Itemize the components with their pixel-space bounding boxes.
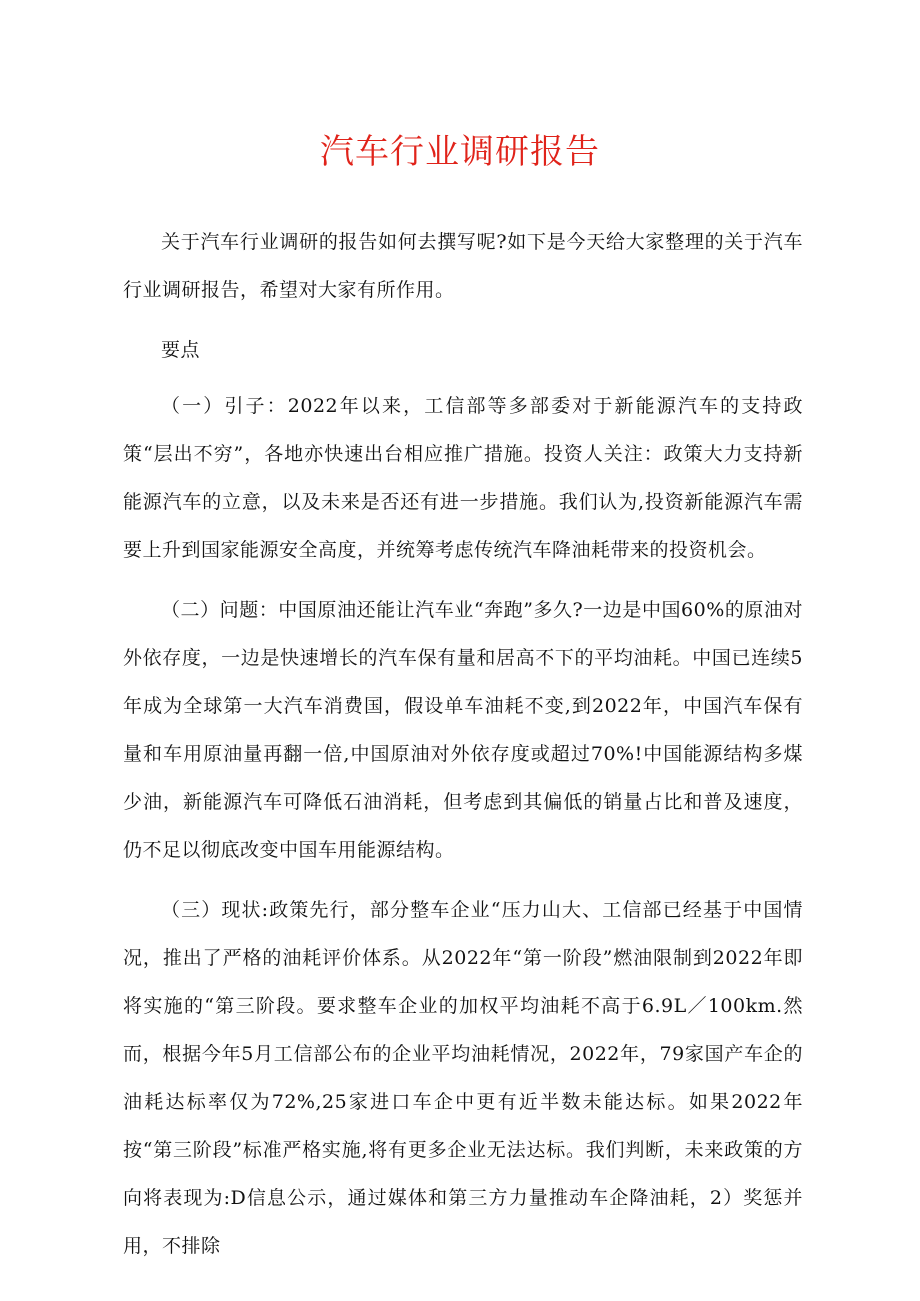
- paragraph-status: （三）现状:政策先行，部分整车企业“压力山大、工信部已经基于中国情况，推出了严格的油耗评价体系。从2022年“第一阶段”燃油限制到2022年即将实施的“第三阶段。要求整车企业的加权平均油耗不高于6.9L／100km.然而，根据今年5月工信部公布的企业平均油耗情况，2022年，79家国产车企的油耗达标率仅为72%,25家进口车企中更有近半数未能达标。如果2022年按“第三阶段”标准严格实施,将有更多企业无法达标。我们判断，未来政策的方向将表现为:D信息公示，通过媒体和第三方力量推动车企降油耗，2）奖惩并用，不排除: [123, 899, 803, 1257]
- section-heading-key-points: 要点: [161, 339, 201, 361]
- paragraph-introduction: （一）引子：2022年以来，工信部等多部委对于新能源汽车的支持政策“层出不穷”，各地亦快速出台相应推广措施。投资人关注：政策大力支持新能源汽车的立意，以及未来是否还有进一步措施。我们认为,投资新能源汽车需要上升到国家能源安全高度，并统筹考虑传统汽车降油耗带来的投资机会。: [123, 395, 803, 561]
- intro-paragraph: 关于汽车行业调研的报告如何去撰写呢?如下是今天给大家整理的关于汽车行业调研报告，希望对大家有所作用。: [123, 231, 803, 301]
- document-title: 汽车行业调研报告: [320, 132, 600, 172]
- document-body: [123, 218, 803, 1282]
- paragraph-problem: （二）问题：中国原油还能让汽车业“奔跑”多久?一边是中国60%的原油对外依存度，一边是快速增长的汽车保有量和居高不下的平均油耗。中国已连续5年成为全球第一大汽车消费国，假设单车油耗不变,到2022年，中国汽车保有量和车用原油量再翻一倍,中国原油对外依存度或超过70%!中国能源结构多煤少油，新能源汽车可降低石油消耗，但考虑到其偏低的销量占比和普及速度，仍不足以彻底改变中国车用能源结构。: [123, 599, 803, 861]
